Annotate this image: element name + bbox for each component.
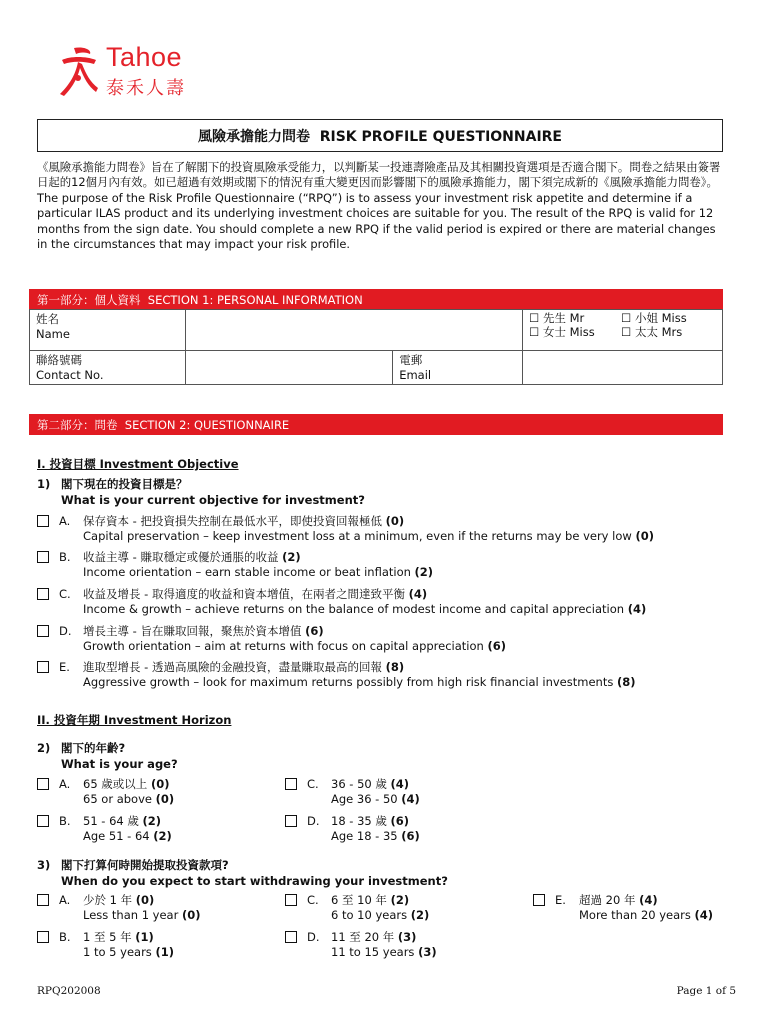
option-score-cn: (2) <box>142 814 162 828</box>
q2-text-en: What is your age? <box>61 757 178 771</box>
option-letter: C. <box>59 587 71 601</box>
option-score-en: (4) <box>627 602 647 616</box>
option-text-en: Age 36 - 50 <box>331 792 398 806</box>
checkbox[interactable] <box>37 625 49 637</box>
option-score-cn: (1) <box>135 930 154 944</box>
option-text-cn: 6 至 10 年 <box>331 893 387 907</box>
option-score-cn: (6) <box>305 624 324 638</box>
checkbox[interactable] <box>37 931 49 943</box>
option-score-cn: (2) <box>282 550 301 564</box>
option-text-en: More than 20 years <box>579 908 691 922</box>
checkbox[interactable] <box>37 894 49 906</box>
q1-text-cn: 閣下現在的投資目標是？ <box>61 477 188 491</box>
section1-label: 第一部分：個人資料 SECTION 1: PERSONAL INFORMATION <box>37 292 363 307</box>
section1-header <box>29 289 723 310</box>
option-text-en: 6 to 10 years <box>331 908 408 922</box>
q1-number: 1) <box>37 477 51 491</box>
section2-label: 第二部分：問卷 SECTION 2: QUESTIONNAIRE <box>37 417 290 432</box>
option-letter: D. <box>59 624 72 638</box>
option-text-cn: 增長主導 - 旨在賺取回報，聚焦於資本增值 <box>83 624 302 638</box>
option-text-cn: 收益及增長 - 取得適度的收益和資本增值，在兩者之間達致平衡 <box>83 587 405 601</box>
option-letter: D. <box>307 814 320 828</box>
checkbox[interactable] <box>37 515 49 527</box>
option-letter: A. <box>59 777 71 791</box>
option-text-cn: 超過 20 年 <box>579 893 636 907</box>
intro-en: The purpose of the Risk Profile Questionnaire (“RPQ”) is to assess your investment risk appetite and determine if a particular ILAS product and its underlying investment choices are suitable for you. The result of the RPQ is valid for 12 months from the sign date. You should complete a new RPQ if the valid period is expired or there are material changes in the circumstances that may impact your risk profile. <box>37 190 716 252</box>
checkbox[interactable] <box>285 931 297 943</box>
option-text-en: 1 to 5 years <box>83 945 152 959</box>
option-text-cn: 36 - 50 歲 <box>331 777 387 791</box>
option-text-cn: 1 至 5 年 <box>83 930 132 944</box>
checkbox[interactable] <box>533 894 545 906</box>
logo-text-cn: 泰禾人壽 <box>106 78 186 99</box>
section2-header <box>29 414 723 435</box>
title-text: 風險承擔能力問卷 RISK PROFILE QUESTIONNAIRE <box>197 128 562 145</box>
checkbox[interactable] <box>37 661 49 673</box>
option-letter: B. <box>59 930 71 944</box>
q3-text-en: When do you expect to start withdrawing your investment? <box>61 874 448 888</box>
title-option-mrs[interactable]: ☐ 太太 Mrs <box>620 325 683 339</box>
name-label-cn: 姓名 <box>36 312 59 326</box>
q3-number: 3) <box>37 858 51 872</box>
part1-heading <box>37 456 239 472</box>
option-text-en: Capital preservation – keep investment loss at a minimum, even if the returns may be very low <box>83 529 632 543</box>
option-score-en: (2) <box>410 908 430 922</box>
option-letter: C. <box>307 777 319 791</box>
intro-text <box>37 160 727 252</box>
part1-heading-text: I. 投資目標 Investment Objective <box>37 457 239 471</box>
q2-number: 2) <box>37 741 51 755</box>
option-score-en: (2) <box>414 565 434 579</box>
personal-info-table <box>29 309 723 385</box>
checkbox[interactable] <box>285 778 297 790</box>
document-title <box>37 119 723 152</box>
option-score-cn: (0) <box>150 777 170 791</box>
option-score-en: (0) <box>635 529 654 543</box>
option-letter: E. <box>555 893 566 907</box>
option-text-cn: 18 - 35 歲 <box>331 814 387 828</box>
option-score-cn: (0) <box>385 514 405 528</box>
option-score-cn: (8) <box>385 660 405 674</box>
option-text-en: 11 to 15 years <box>331 945 415 959</box>
part2-heading <box>37 712 231 728</box>
option-score-en: (1) <box>155 945 174 959</box>
option-letter: A. <box>59 514 71 528</box>
option-score-en: (4) <box>694 908 714 922</box>
contact-field[interactable] <box>185 351 392 385</box>
option-text-en: Income orientation – earn stable income or beat inflation <box>83 565 411 579</box>
question-2 <box>37 740 178 772</box>
contact-label-cell <box>30 351 186 385</box>
option-letter: B. <box>59 550 71 564</box>
option-text-en: Age 18 - 35 <box>331 829 398 843</box>
checkbox[interactable] <box>37 778 49 790</box>
option-letter: B. <box>59 814 71 828</box>
page-number: Page 1 of 5 <box>676 985 736 997</box>
option-text-en: Age 51 - 64 <box>83 829 150 843</box>
question-1 <box>37 476 365 508</box>
name-field[interactable] <box>185 310 522 351</box>
option-score-cn: (4) <box>390 777 410 791</box>
email-field[interactable] <box>522 351 722 385</box>
option-score-cn: (4) <box>408 587 428 601</box>
option-text-cn: 51 - 64 歲 <box>83 814 139 828</box>
option-score-en: (2) <box>153 829 172 843</box>
checkbox[interactable] <box>285 894 297 906</box>
option-text-en: 65 or above <box>83 792 152 806</box>
name-label-cell <box>30 310 186 351</box>
option-score-en: (6) <box>401 829 420 843</box>
option-letter: D. <box>307 930 320 944</box>
option-score-cn: (3) <box>397 930 417 944</box>
question-3 <box>37 857 448 889</box>
q2-text-cn: 閣下的年齡? <box>61 741 126 755</box>
option-text-en: Less than 1 year <box>83 908 179 922</box>
intro-cn: 《風險承擔能力問卷》旨在了解閣下的投資風險承受能力，以判斷某一投連壽險產品及其相關投資選項是否適合閣下。問卷之結果由簽署日起的12個月內有效。如已超過有效期或閣下的情況有重大變更因而影響閣下的風險承擔能力，閣下須完成新的《風險承擔能力問卷》。 <box>37 160 721 190</box>
form-code: RPQ202008 <box>37 985 101 997</box>
logo-text-en: Tahoe <box>106 42 183 72</box>
option-score-en: (8) <box>616 675 636 689</box>
email-label-cn: 電郵 <box>399 353 423 367</box>
option-score-en: (4) <box>401 792 420 806</box>
option-score-cn: (0) <box>135 893 155 907</box>
option-letter: C. <box>307 893 319 907</box>
option-text-cn: 11 至 20 年 <box>331 930 395 944</box>
option-score-cn: (2) <box>390 893 410 907</box>
q1-text-en: What is your current objective for investment? <box>61 493 365 507</box>
option-score-cn: (4) <box>639 893 658 907</box>
option-score-en: (0) <box>155 792 175 806</box>
title-option-mr[interactable]: ☐ 先生 Mr <box>528 311 585 325</box>
contact-label-cn: 聯絡號碼 <box>36 353 82 367</box>
option-score-en: (3) <box>418 945 437 959</box>
option-score-en: (0) <box>182 908 201 922</box>
option-text-cn: 65 歲或以上 <box>83 777 148 791</box>
checkbox[interactable] <box>37 551 49 563</box>
email-label-cell <box>393 351 523 385</box>
option-text-cn: 進取型增長 - 透過高風險的金融投資，盡量賺取最高的回報 <box>83 660 382 674</box>
option-text-cn: 保存資本 - 把投資損失控制在最低水平，即使投資回報極低 <box>83 514 382 528</box>
name-label-en: Name <box>36 327 70 341</box>
email-label-en: Email <box>399 368 432 382</box>
tahoe-brush-logo-icon <box>56 44 100 100</box>
checkbox[interactable] <box>285 815 297 827</box>
title-option-miss[interactable]: ☐ 小姐 Miss <box>620 311 687 325</box>
option-score-en: (6) <box>487 639 506 653</box>
option-letter: A. <box>59 893 71 907</box>
option-text-en: Income & growth – achieve returns on the balance of modest income and capital appreciation <box>83 602 625 616</box>
contact-label-en: Contact No. <box>36 368 104 382</box>
option-text-en: Aggressive growth – look for maximum returns possibly from high risk financial investments <box>83 675 614 689</box>
option-text-en: Growth orientation – aim at returns with focus on capital appreciation <box>83 639 484 653</box>
part2-heading-text: II. 投資年期 Investment Horizon <box>37 713 232 727</box>
option-text-cn: 收益主導 - 賺取穩定或優於通脹的收益 <box>83 550 279 564</box>
option-score-cn: (6) <box>390 814 410 828</box>
tahoe-logo <box>56 42 226 102</box>
checkbox[interactable] <box>37 815 49 827</box>
checkbox[interactable] <box>37 588 49 600</box>
option-letter: E. <box>59 660 70 674</box>
option-text-cn: 少於 1 年 <box>83 893 133 907</box>
q3-text-cn: 閣下打算何時開始提取投資款項? <box>61 858 229 872</box>
title-options-cell <box>522 310 722 351</box>
title-option-ms[interactable]: ☐ 女士 Miss <box>528 325 595 339</box>
